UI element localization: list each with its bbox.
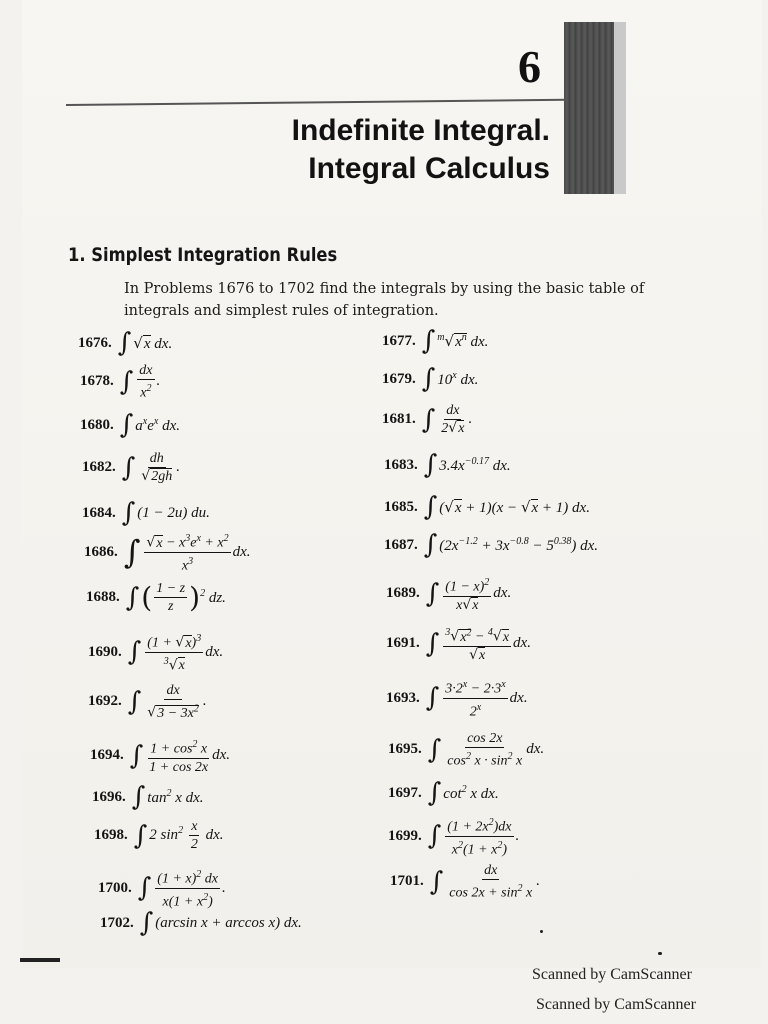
- problem-expression: √x dx.: [133, 333, 173, 352]
- integral-sign: ∫: [119, 410, 134, 440]
- integral-sign: ∫: [423, 450, 438, 480]
- chapter-tab-edge: [614, 22, 626, 194]
- integral-sign: ∫: [427, 734, 442, 765]
- integral-sign: ∫: [129, 740, 144, 771]
- problem-1680: [80, 412, 180, 438]
- problem-expression: $\frac{^3√x^2 - ^4√x}{√x}$: [443, 624, 511, 664]
- problem-expression: $\frac{(1 - x)^2}{x√x}$: [443, 574, 491, 614]
- integral-sign: ∫: [121, 452, 136, 483]
- problem-expression: $\frac{dx}{2√x}$: [441, 403, 465, 436]
- problem-number: 1688.: [86, 589, 120, 605]
- problem-number: 1690.: [88, 643, 122, 660]
- integral-sign: ∫: [423, 530, 438, 560]
- problem-number: 1686.: [84, 543, 118, 560]
- scan-speck: [658, 952, 662, 955]
- scanned-watermark-1: Scanned by CamScanner: [532, 966, 692, 983]
- problem-expression: $\frac{√x - x^3e^x + x^2}{x^3}$: [144, 530, 230, 574]
- problem-expression: $\frac{1 - z}{z}$: [156, 581, 186, 614]
- problem-number: 1694.: [90, 747, 124, 764]
- problem-1692: 1692. ∫ $\frac{dx}{√3 - 3x^2}$ .: [88, 683, 207, 721]
- problem-expression: $a^xe^x$ dx.: [135, 415, 181, 434]
- problem-expression: (arcsin x + arccos x) dx.: [155, 914, 302, 931]
- integral-sign: ∫: [121, 498, 136, 528]
- integral-sign: ∫: [133, 820, 148, 851]
- problem-number: 1678.: [80, 373, 114, 390]
- problem-1691: 1691. ∫ $\frac{^3√x^2 - ^4√x}{√x}$ dx.: [386, 624, 531, 664]
- problem-expression: $(2x^{-1.2} + 3x^{-0.8} - 5^{0.38})$ dx.: [439, 535, 599, 554]
- scanned-watermark-2: Scanned by CamScanner: [536, 996, 696, 1013]
- problem-1679: [382, 366, 478, 392]
- problem-expression: $\frac{1 + \cos^2 x}{1 + \cos 2x}$: [147, 736, 210, 776]
- problem-1698: [94, 818, 223, 853]
- problem-expression: 10$^x$ dx.: [437, 369, 479, 388]
- integral-sign: ∫: [423, 492, 438, 522]
- problem-expression: $\frac{(1 + x)^2 dx}{x(1 + x^2)}$: [155, 866, 220, 910]
- problem-number: 1682.: [82, 459, 116, 475]
- problem-expression: $\frac{(1 + 2x^2)dx}{x^2(1 + x^2)}$: [445, 814, 513, 858]
- problem-1689: 1689. ∫ $\frac{(1 - x)^2}{x√x}$ dx.: [386, 574, 511, 614]
- scan-speck: [540, 930, 543, 933]
- problem-expression: $\frac{dx}{x^2}$: [139, 363, 153, 401]
- integral-sign: ∫: [131, 782, 146, 812]
- section-title: 1. Simplest Integration Rules: [68, 244, 338, 266]
- problem-1693: 1693. ∫ $\frac{3\cdot 2^x - 2\cdot 3^x}{2^x}$ dx.: [386, 676, 528, 720]
- problem-number: 1680.: [80, 416, 114, 433]
- problem-expression: $\cot^2 x$ dx.: [443, 783, 499, 802]
- problem-number: 1685.: [384, 498, 418, 515]
- problem-1676: [78, 330, 172, 356]
- chapter-title-line1: Indefinite Integral.: [291, 114, 550, 147]
- problem-number: 1676.: [78, 334, 112, 351]
- problem-1677: [382, 328, 488, 354]
- integral-sign: ∫: [427, 821, 442, 852]
- problem-number: 1684.: [82, 504, 116, 521]
- problem-number: 1700.: [98, 879, 132, 896]
- problem-number: 1696.: [92, 788, 126, 805]
- integral-sign: ∫: [427, 778, 442, 808]
- problem-number: 1681.: [382, 411, 416, 427]
- problem-1694: 1694. ∫ $\frac{1 + \cos^2 x}{1 + \cos 2x}$ dx.: [90, 736, 230, 776]
- section-intro: In Problems 1676 to 1702 find the integrals by using the basic table of integrals and simplest rules of integration.: [124, 281, 645, 319]
- problem-1697: [388, 780, 499, 806]
- chapter-tab-bar: [564, 22, 614, 194]
- problem-1700: 1700. ∫ $\frac{(1 + x)^2 dx}{x(1 + x^2)}$ .: [98, 866, 226, 910]
- problem-number: 1677.: [382, 332, 416, 349]
- problem-1695: 1695. ∫ $\frac{\cos 2x}{\cos^2 x \cdot \sin^2 x}$ dx.: [388, 731, 545, 769]
- chapter-title: [190, 112, 550, 188]
- problem-1683: [384, 452, 511, 478]
- integral-sign: ∫: [421, 404, 436, 435]
- problem-1701: 1701. ∫ $\frac{dx}{\cos 2x + \sin^2 x}$ .: [390, 863, 540, 901]
- problem-1702: [100, 910, 302, 936]
- problem-1686: 1686. ∫ $\frac{√x - x^3e^x + x^2}{x^3}$ dx.: [84, 530, 251, 574]
- problem-1684: [82, 500, 210, 526]
- problem-1685: [384, 494, 590, 520]
- problem-1687: [384, 532, 598, 558]
- problem-expression: 2 $\sin^2$ $\frac{x}{2}$ dx.: [149, 819, 224, 852]
- integral-sign: ∫: [137, 873, 152, 904]
- problem-number: 1701.: [390, 873, 424, 890]
- integral-sign: ∫: [127, 686, 142, 717]
- integral-sign: ∫: [425, 628, 440, 659]
- problem-1682: 1682. ∫ $\frac{dh}{√2gh}$ .: [82, 451, 180, 484]
- problem-expression: $\frac{dh}{√2gh}$: [141, 451, 173, 484]
- problem-number: 1693.: [386, 689, 420, 706]
- problem-number: 1699.: [388, 827, 422, 844]
- chapter-number: 6: [518, 41, 541, 92]
- integral-sign: ∫: [421, 364, 436, 394]
- problem-1690: 1690. ∫ $\frac{(1 + √x)^3}{^3√x}$ dx.: [88, 630, 223, 674]
- integral-sign: ∫: [127, 637, 142, 668]
- problem-expression: (1 − 2u) du.: [137, 504, 210, 521]
- problem-expression: $\frac{(1 + √x)^3}{^3√x}$: [145, 630, 203, 674]
- problem-number: 1691.: [386, 635, 420, 652]
- integral-sign: ∫: [123, 533, 141, 572]
- problem-expression: $\frac{dx}{√3 - 3x^2}$: [147, 683, 199, 721]
- problem-expression: $\tan^2 x$ dx.: [147, 787, 204, 806]
- footer-mark: [20, 958, 60, 962]
- problem-number: 1687.: [384, 536, 418, 553]
- problem-expression: $\frac{3\cdot 2^x - 2\cdot 3^x}{2^x}$: [443, 676, 507, 720]
- integral-sign: ∫: [421, 326, 436, 356]
- integral-sign: ∫: [119, 366, 134, 397]
- integral-sign: ∫: [117, 328, 132, 358]
- problem-number: 1698.: [94, 827, 128, 843]
- problem-expression: $3.4x^{-0.17}$ dx.: [439, 455, 511, 474]
- problem-expression: $\frac{\cos 2x}{\cos^2 x \cdot \sin^2 x}$: [447, 731, 523, 769]
- integral-sign: ∫: [429, 866, 444, 897]
- problem-1681: 1681. ∫ $\frac{dx}{2√x}$ .: [382, 403, 473, 436]
- problem-1678: 1678. ∫ $\frac{dx}{x^2}$ .: [80, 363, 161, 401]
- problem-number: 1689.: [386, 585, 420, 602]
- integral-sign: ∫: [139, 908, 154, 938]
- problem-1696: [92, 784, 204, 810]
- problem-1699: 1699. ∫ $\frac{(1 + 2x^2)dx}{x^2(1 + x^2)}$ .: [388, 814, 519, 858]
- chapter-title-line2: Integral Calculus: [308, 152, 550, 185]
- integral-sign: ∫: [425, 683, 440, 714]
- problem-number: 1695.: [388, 741, 422, 758]
- problem-number: 1679.: [382, 370, 416, 387]
- integral-sign: ∫: [125, 582, 140, 613]
- problem-number: 1692.: [88, 693, 122, 710]
- problem-number: 1683.: [384, 456, 418, 473]
- problem-number: 1702.: [100, 914, 134, 931]
- problem-1688: 1688. ∫ ( $\frac{1 - z}{z}$ ) $^2$ dz.: [86, 581, 226, 614]
- problem-expression: $\frac{dx}{\cos 2x + \sin^2 x}$: [449, 863, 533, 901]
- problem-expression: (√x + 1)(x − √x + 1) dx.: [439, 497, 590, 516]
- problem-expression: $^m√x^n$ dx.: [437, 331, 489, 350]
- integral-sign: ∫: [425, 578, 440, 609]
- problem-number: 1697.: [388, 784, 422, 801]
